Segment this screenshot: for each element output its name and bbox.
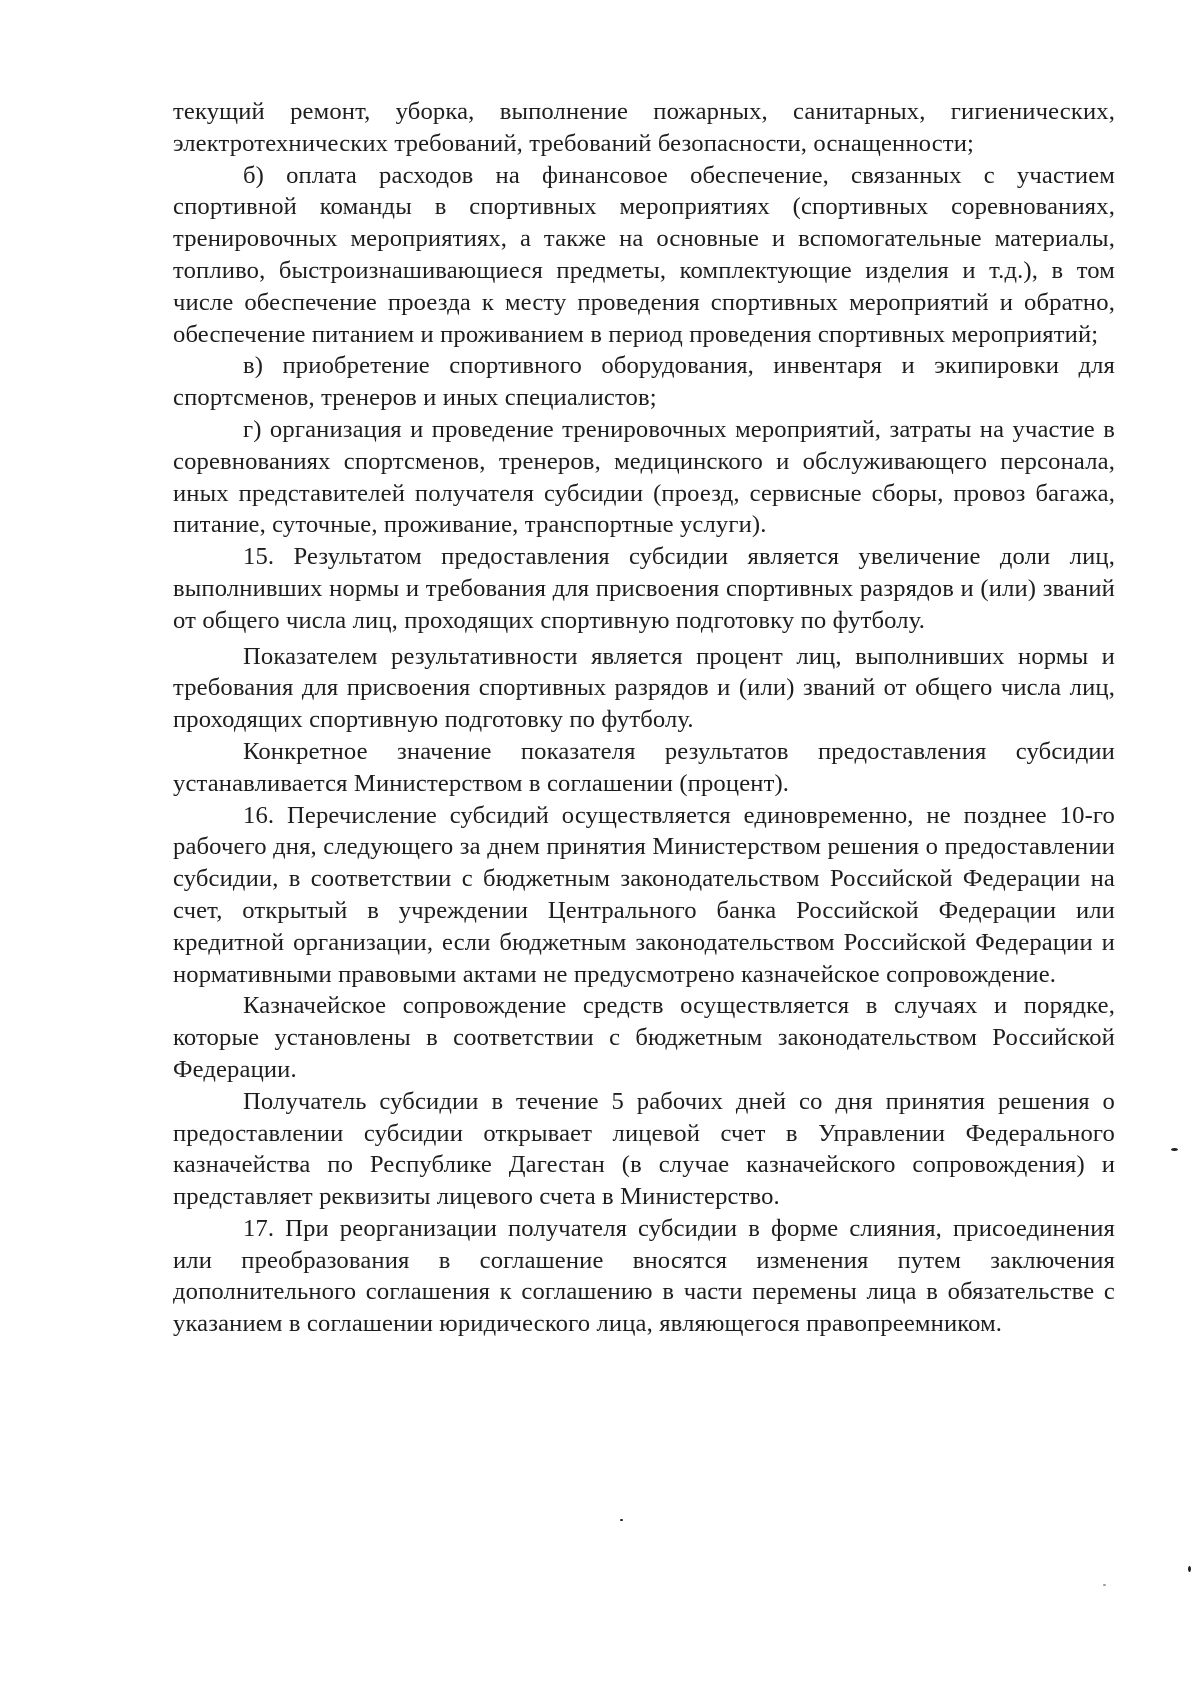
paragraph-item-v: в) приобретение спортивного оборудования, инвентаря и экипировки для спортсменов, тренеров и иных специалистов; <box>173 352 1115 412</box>
scan-speck <box>620 1519 623 1521</box>
paragraph-15: 15. Результатом предоставления субсидии является увеличение доли лиц, выполнивших нормы и требования для присвоения спортивных разрядов и (или) званий от общего числа лиц, проходящих спортивную подготовку по футболу. <box>173 543 1115 634</box>
paragraph-indicator: Показателем результативности является процент лиц, выполнивших нормы и требования для присвоения спортивных разрядов и (или) званий от общего числа лиц, проходящих спортивную подготовку по футболу. <box>173 642 1115 734</box>
paragraph-treasury-support: Казначейское сопровождение средств осуществляется в случаях и порядке, которые установлены в соответствии с бюджетным законодательством Российской Федерации. <box>173 992 1115 1083</box>
scan-speck <box>1103 1584 1106 1586</box>
paragraph-indicator-value: Конкретное значение показателя результатов предоставления субсидии устанавливается Министерством в соглашении (процент). <box>173 737 1115 797</box>
paragraph-item-b: б) оплата расходов на финансовое обеспечение, связанных с участием спортивной команды в спортивных мероприятиях (спортивных соревнованиях, тренировочных мероприятиях, а также на основные и вспомогательные материалы, топливо, быстроизнашивающиеся предметы, комплектующие изделия и т.д.), в том числе обеспечение проезда к месту проведения спортивных мероприятий и обратно, обеспечение питанием и проживанием в период проведения спортивных мероприятий; <box>173 161 1115 348</box>
scan-speck <box>1171 1148 1178 1151</box>
scan-speck <box>1188 1566 1191 1572</box>
paragraph-continuation: текущий ремонт, уборка, выполнение пожарных, санитарных, гигиенических, электротехнических требований, требований безопасности, оснащенности; <box>173 98 1115 157</box>
paragraph-item-g: г) организация и проведение тренировочных мероприятий, затраты на участие в соревнованиях спортсменов, тренеров, медицинского и обслуживающего персонала, иных представителей получателя субсидии (проезд, сервисные сборы, провоз багажа, питание, суточные, проживание, транспортные услуги). <box>173 415 1115 539</box>
paragraph-16: 16. Перечисление субсидий осуществляется единовременно, не позднее 10-го рабочего дня, следующего за днем принятия Министерством решения о предоставлении субсидии, в соответствии с бюджетным законодательством Российской Федерации на счет, открытый в учреждении Центрального банка Российской Федерации или кредитной организации, если бюджетным законодательством Российской Федерации и нормативными правовыми актами не предусмотрено казначейское сопровождение. <box>173 801 1115 988</box>
paragraph-personal-account: Получатель субсидии в течение 5 рабочих дней со дня принятия решения о предоставлении субсидии открывает лицевой счет в Управлении Федерального казначейства по Республике Дагестан (в случае казначейского сопровождения) и представляет реквизиты лицевого счета в Министерство. <box>173 1087 1115 1211</box>
paragraph-17: 17. При реорганизации получателя субсидии в форме слияния, присоединения или преобразования в соглашение вносятся изменения путем заключения дополнительного соглашения к соглашению в части перемены лица в обязательстве с указанием в соглашении юридического лица, являющегося правопреемником. <box>173 1214 1115 1338</box>
document-page <box>173 96 1115 1340</box>
